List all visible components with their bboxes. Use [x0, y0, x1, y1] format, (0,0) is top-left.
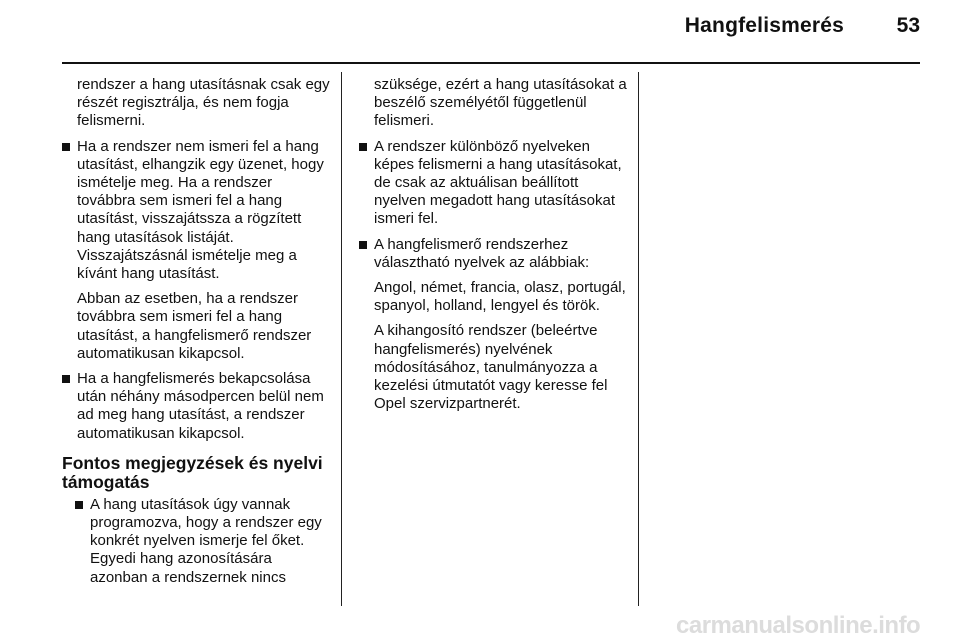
list-item	[359, 236, 627, 272]
list-item	[75, 496, 332, 587]
page-number: 53	[896, 14, 920, 37]
list-item	[62, 370, 332, 443]
section-heading: Fontos megjegyzések és nyelvi támogatás	[62, 452, 323, 492]
paragraph-continuation: szüksége, ezért a hang utasításokat a beszélő személyétől függetlenül felismeri.	[374, 76, 627, 130]
paragraph: Abban az esetben, ha a rendszer továbbra sem ismeri fel a hang utasítást, a hangfelismerő rendszer automatikusan kikapcsol.	[77, 290, 312, 362]
paragraph-continuation: rendszer a hang utasításnak csak egy részét regisztrálja, és nem fogja felismerni.	[77, 76, 330, 130]
list-item	[359, 138, 627, 229]
watermark-text: carmanualsonline.info	[676, 612, 921, 639]
page-title: Hangfelismerés	[684, 14, 844, 37]
bullet-square-icon	[359, 241, 367, 249]
bullet-square-icon	[359, 143, 367, 151]
paragraph-languages: Angol, német, francia, olasz, portugál, spanyol, holland, lengyel és török.	[374, 279, 626, 315]
list-item-text: A hang utasítások úgy vannak programozva, hogy a rendszer egy konkrét nyelven ismerje fel őket. Egyedi hang azonosítására azonban a rendszernek nincs	[90, 495, 322, 586]
list-item	[62, 138, 332, 284]
paragraph: A kihangosító rendszer (beleértve hangfelismerés) nyelvének módosításához, tanulmányozza a kezelési útmutatót vagy keresse fel Opel szervizpartnerét.	[374, 322, 608, 413]
bullet-square-icon	[62, 143, 70, 151]
left-column	[62, 76, 332, 594]
list-item-text: A hangfelismerő rendszerhez választható nyelvek az alábbiak:	[374, 235, 590, 271]
list-item-text: Ha a rendszer nem ismeri fel a hang utasítást, elhangzik egy üzenet, hogy ismételje meg. Ha a rendszer továbbra sem ismeri fel a hang utasítást, visszajátssza a rögzített hang utasítások listáját. Visszajátszásnál ismételje meg a kívánt hang utasítást.	[77, 137, 324, 283]
right-column	[359, 76, 627, 420]
list-item-text: Ha a hangfelismerés bekapcsolása után néhány másodpercen belül nem ad meg hang utasítást, a rendszer automatikusan kikapcsol.	[77, 370, 324, 442]
bullet-square-icon	[75, 501, 83, 509]
bullet-square-icon	[62, 375, 70, 383]
column-divider-left	[341, 72, 342, 606]
list-item-text: A rendszer különböző nyelveken képes felismerni a hang utasításokat, de csak az aktuálisan beállított nyelven megadott hang utasításokat ismeri fel.	[374, 137, 622, 228]
column-divider-right	[638, 72, 639, 606]
header-divider	[62, 62, 920, 64]
